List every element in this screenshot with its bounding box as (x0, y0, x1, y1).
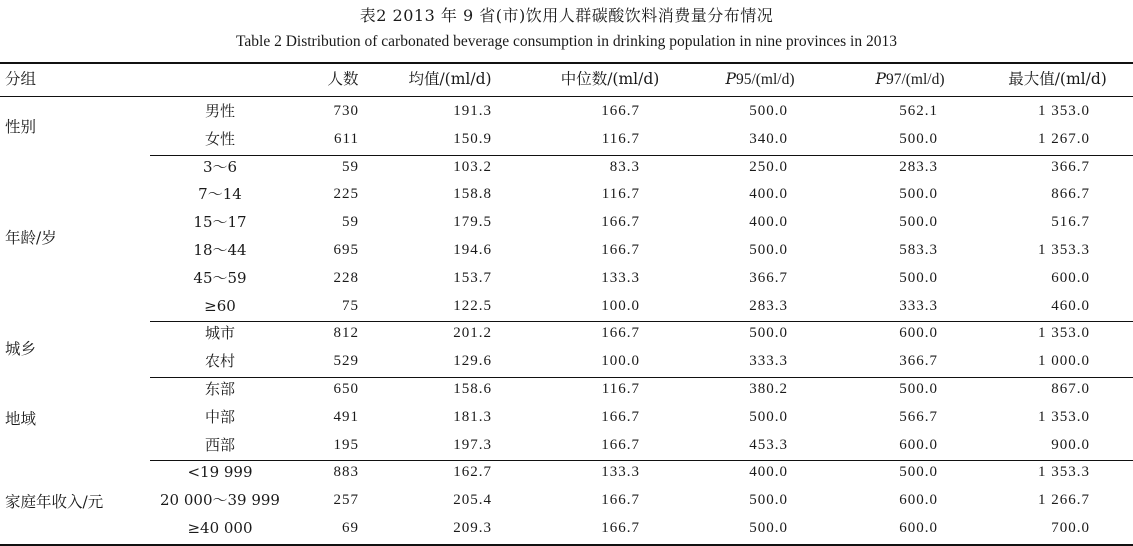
group-label: 家庭年收入/元 (5, 493, 104, 512)
cell-p95: 500.0 (749, 242, 788, 258)
table-bottom-rule (0, 544, 1133, 546)
cell-mean: 209.3 (453, 520, 492, 536)
cell-max: 366.7 (1051, 158, 1090, 175)
cell-p95: 400.0 (749, 464, 788, 481)
header-p97: P97/(ml/d) (875, 70, 945, 88)
cell-max: 1 353.3 (1038, 242, 1090, 258)
cell-p97: 583.3 (899, 242, 938, 258)
cell-mean: 153.7 (453, 269, 492, 286)
cell-max: 600.0 (1051, 269, 1090, 286)
cell-p95: 333.3 (749, 353, 788, 370)
header-group: 分组 (5, 70, 37, 88)
cell-median: 166.7 (601, 214, 640, 231)
cell-subgroup: 7～14 (198, 185, 242, 204)
cell-median: 166.7 (601, 103, 640, 119)
cell-median: 166.7 (601, 520, 640, 536)
cell-median: 166.7 (601, 408, 640, 425)
cell-p97: 500.0 (899, 130, 938, 147)
cell-subgroup: 东部 (204, 380, 235, 398)
header-n: 人数 (327, 70, 359, 88)
cell-subgroup: <19 999 (187, 463, 253, 482)
cell-subgroup: 20 000～39 999 (160, 491, 280, 510)
cell-max: 1 353.3 (1038, 464, 1090, 481)
cell-mean: 179.5 (453, 214, 492, 231)
cell-n: 650 (333, 381, 359, 397)
table-title-chinese: 表2 2013 年 9 省(市)饮用人群碳酸饮料消费量分布情况 (359, 6, 774, 25)
cell-max: 1 266.7 (1038, 492, 1090, 509)
cell-max: 516.7 (1051, 214, 1090, 231)
cell-median: 100.0 (601, 297, 640, 314)
cell-max: 1 353.0 (1038, 103, 1090, 119)
cell-max: 1 000.0 (1038, 353, 1090, 370)
header-bottom-rule (0, 96, 1133, 97)
group-divider (150, 321, 1133, 322)
cell-max: 1 353.0 (1038, 408, 1090, 425)
cell-p95: 500.0 (749, 103, 788, 119)
cell-subgroup: 18～44 (193, 241, 247, 259)
cell-mean: 122.5 (453, 297, 492, 314)
cell-median: 166.7 (601, 436, 640, 453)
cell-max: 700.0 (1051, 520, 1090, 536)
header-mean: 均值/(ml/d) (408, 70, 492, 88)
cell-max: 866.7 (1051, 186, 1090, 203)
cell-p95: 366.7 (749, 269, 788, 286)
cell-p95: 500.0 (749, 325, 788, 342)
cell-n: 69 (342, 520, 359, 536)
cell-max: 900.0 (1051, 436, 1090, 453)
group-label: 性别 (5, 117, 37, 136)
cell-subgroup: 女性 (204, 129, 235, 148)
cell-subgroup: 男性 (204, 102, 235, 120)
cell-median: 166.7 (601, 325, 640, 342)
cell-n: 491 (333, 408, 359, 425)
cell-max: 1 267.0 (1038, 130, 1090, 147)
cell-p97: 500.0 (899, 464, 938, 481)
cell-n: 59 (342, 214, 359, 231)
cell-p95: 340.0 (749, 130, 788, 147)
cell-p97: 366.7 (899, 353, 938, 370)
table-title-english: Table 2 Distribution of carbonated beverage consumption in drinking population in nine provinces in 2013 (236, 33, 897, 50)
cell-median: 116.7 (601, 381, 640, 397)
cell-mean: 150.9 (453, 130, 492, 147)
group-divider (150, 377, 1133, 378)
cell-p95: 400.0 (749, 214, 788, 231)
cell-n: 75 (342, 297, 359, 314)
cell-subgroup: 45～59 (193, 268, 247, 287)
cell-p95: 500.0 (749, 492, 788, 509)
cell-n: 195 (333, 436, 359, 453)
cell-n: 611 (334, 130, 359, 147)
cell-p95: 500.0 (749, 408, 788, 425)
group-label: 城乡 (5, 340, 37, 359)
cell-subgroup: 西部 (204, 435, 235, 454)
cell-n: 695 (333, 242, 359, 258)
group-divider (150, 155, 1133, 156)
cell-max: 1 353.0 (1038, 325, 1090, 342)
cell-mean: 201.2 (453, 325, 492, 342)
header-median: 中位数/(ml/d) (560, 70, 660, 88)
cell-mean: 158.8 (453, 186, 492, 203)
cell-n: 529 (333, 353, 359, 370)
cell-p95: 500.0 (749, 520, 788, 536)
cell-p97: 600.0 (899, 520, 938, 536)
cell-max: 460.0 (1051, 297, 1090, 314)
cell-p95: 380.2 (749, 381, 788, 397)
cell-subgroup: 中部 (204, 407, 235, 426)
header-p95: P95/(ml/d) (725, 70, 795, 88)
cell-mean: 197.3 (453, 436, 492, 453)
cell-mean: 181.3 (453, 408, 492, 425)
cell-n: 812 (333, 325, 359, 342)
cell-median: 166.7 (601, 492, 640, 509)
cell-p97: 566.7 (899, 408, 938, 425)
cell-subgroup: ≥60 (204, 296, 236, 315)
cell-median: 133.3 (601, 464, 640, 481)
cell-n: 59 (342, 158, 359, 175)
group-label: 地域 (5, 409, 37, 428)
cell-p97: 333.3 (899, 297, 938, 314)
cell-median: 133.3 (601, 269, 640, 286)
cell-p97: 500.0 (899, 186, 938, 203)
cell-mean: 191.3 (453, 103, 492, 119)
cell-p97: 500.0 (899, 214, 938, 231)
cell-p95: 453.3 (749, 436, 788, 453)
cell-p95: 283.3 (749, 297, 788, 314)
cell-median: 116.7 (601, 186, 640, 203)
cell-p95: 400.0 (749, 186, 788, 203)
cell-median: 100.0 (601, 353, 640, 370)
cell-mean: 158.6 (453, 381, 492, 397)
cell-mean: 194.6 (453, 242, 492, 258)
cell-p97: 283.3 (899, 158, 938, 175)
cell-n: 225 (333, 186, 359, 203)
group-divider (150, 460, 1133, 461)
cell-median: 116.7 (601, 130, 640, 147)
cell-subgroup: 3～6 (202, 157, 238, 176)
table-top-rule (0, 62, 1133, 64)
cell-n: 730 (333, 103, 359, 119)
cell-p97: 500.0 (899, 269, 938, 286)
cell-mean: 162.7 (453, 464, 492, 481)
cell-subgroup: 15～17 (193, 213, 247, 232)
cell-n: 228 (333, 269, 359, 286)
cell-max: 867.0 (1051, 381, 1090, 397)
cell-mean: 129.6 (453, 353, 492, 370)
cell-p97: 600.0 (899, 436, 938, 453)
cell-median: 83.3 (609, 158, 640, 175)
cell-median: 166.7 (601, 242, 640, 258)
cell-mean: 205.4 (453, 492, 492, 509)
cell-n: 883 (333, 464, 359, 481)
cell-p97: 600.0 (899, 492, 938, 509)
cell-n: 257 (333, 492, 359, 509)
cell-p97: 562.1 (899, 103, 938, 119)
header-max: 最大值/(ml/d) (1008, 70, 1107, 88)
cell-subgroup: ≥40 000 (187, 519, 253, 537)
cell-subgroup: 城市 (204, 324, 235, 343)
cell-subgroup: 农村 (204, 352, 235, 371)
cell-p97: 600.0 (899, 325, 938, 342)
cell-p95: 250.0 (749, 158, 788, 175)
group-label: 年龄/岁 (5, 229, 57, 247)
cell-mean: 103.2 (453, 158, 492, 175)
cell-p97: 500.0 (899, 381, 938, 397)
